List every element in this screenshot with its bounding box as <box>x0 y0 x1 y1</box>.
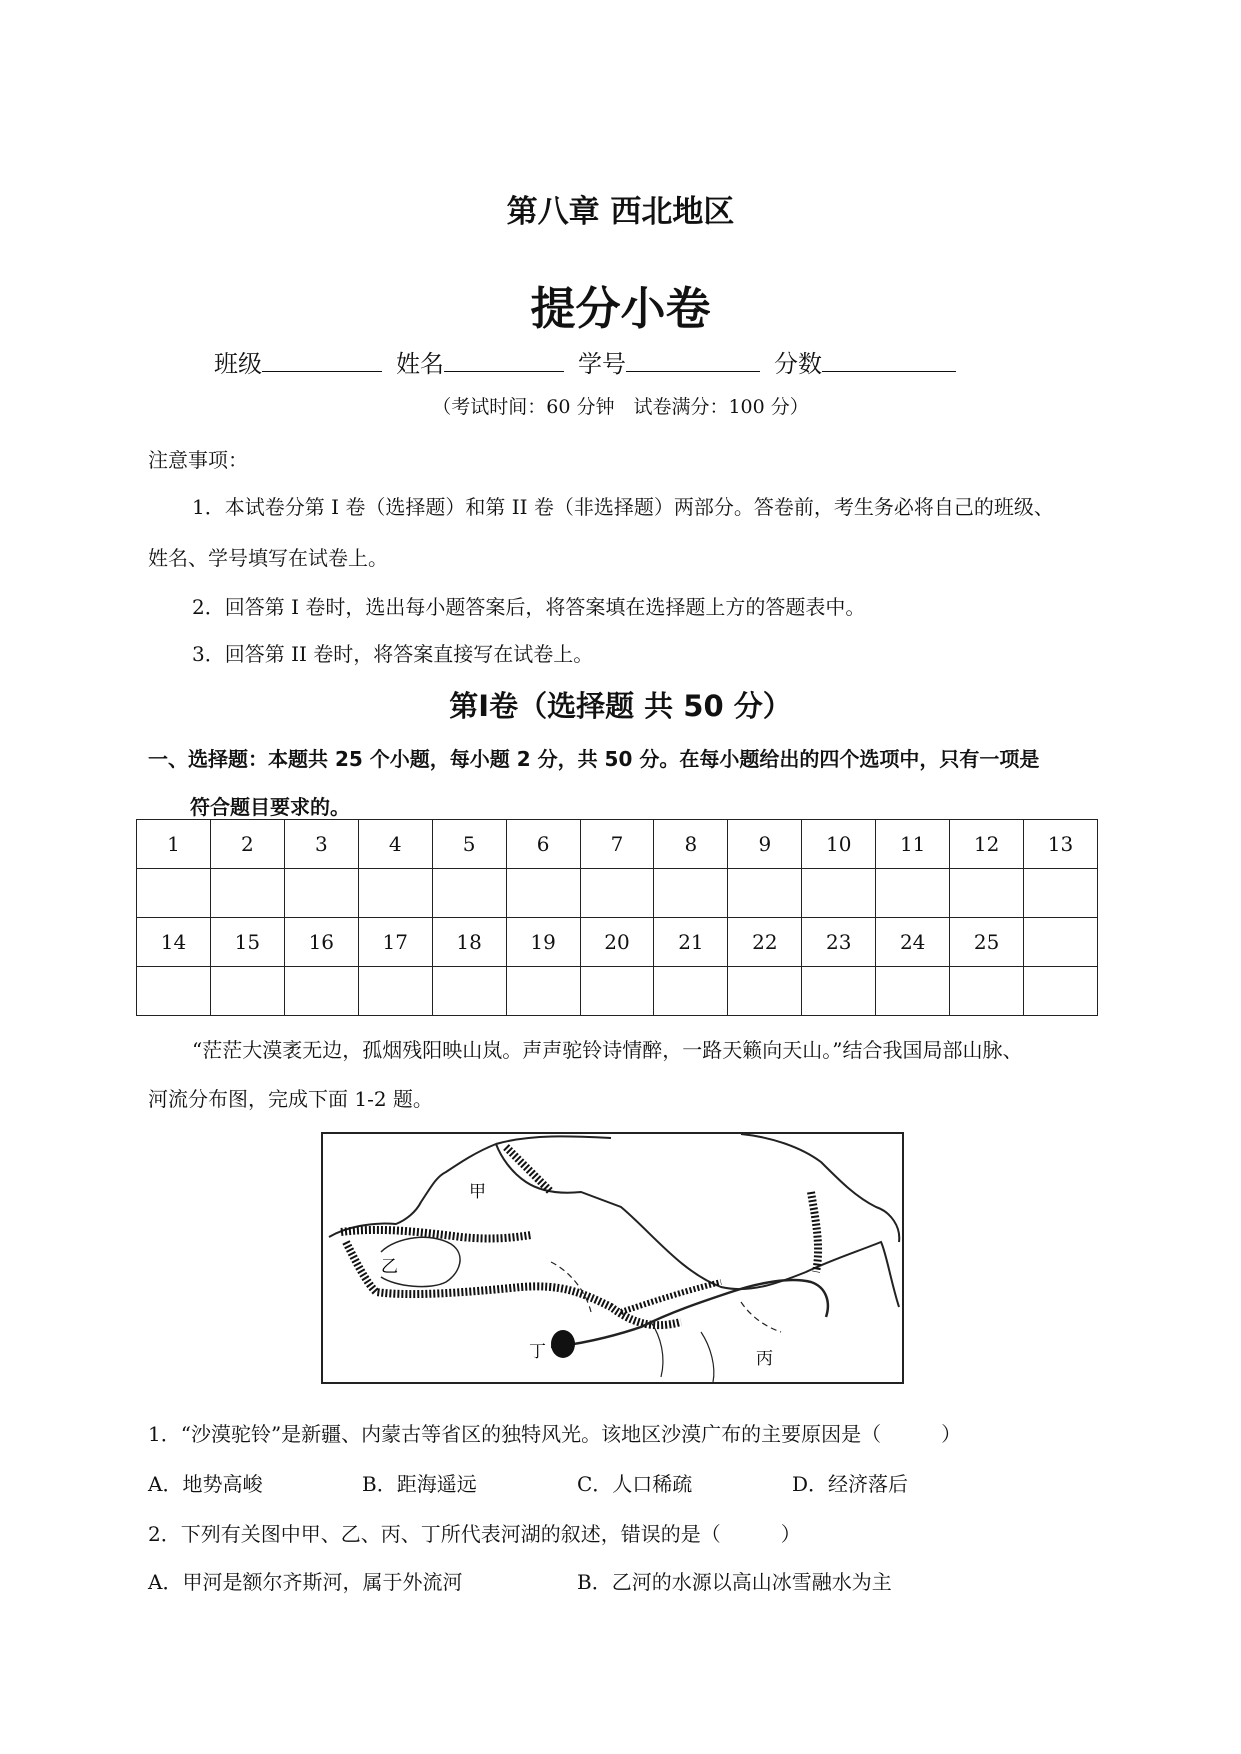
question-2-stem: 2．下列有关图中甲、乙、丙、丁所代表河湖的叙述，错误的是（ ） <box>148 1522 801 1546</box>
note-1-line-1: 1．本试卷分第 I 卷（选择题）和第 II 卷（非选择题）两部分。答卷前，考生务必将自己的班级、 <box>192 495 1054 519</box>
question-number: 15 <box>210 918 284 967</box>
score-label: 分数 <box>774 350 822 378</box>
answer-cell[interactable] <box>654 869 728 918</box>
answer-cell[interactable] <box>802 967 876 1016</box>
answer-cell[interactable] <box>137 967 211 1016</box>
question-number: 11 <box>876 820 950 869</box>
answer-cell[interactable] <box>876 869 950 918</box>
question-number: 10 <box>802 820 876 869</box>
note-3: 3．回答第 II 卷时，将答案直接写在试卷上。 <box>192 642 594 666</box>
answer-cell[interactable] <box>432 967 506 1016</box>
exam-time: （考试时间：60 分钟 试卷满分：100 分） <box>432 396 809 418</box>
question-number <box>1024 918 1098 967</box>
question-number: 24 <box>876 918 950 967</box>
lake-ding <box>551 1330 575 1358</box>
section-1-instructions-cont: 符合题目要求的。 <box>190 795 350 819</box>
answer-cell[interactable] <box>506 869 580 918</box>
question-2-options <box>148 1566 1148 1596</box>
question-number: 13 <box>1024 820 1098 869</box>
q1-option-c[interactable]: C．人口稀疏 <box>577 1472 693 1496</box>
answer-cell[interactable] <box>728 967 802 1016</box>
answer-cell[interactable] <box>802 869 876 918</box>
question-number: 1 <box>137 820 211 869</box>
map-frame <box>322 1133 903 1383</box>
answer-blank-row <box>137 967 1098 1016</box>
answer-table <box>136 819 1098 1016</box>
question-number: 12 <box>950 820 1024 869</box>
label-yi: 乙 <box>381 1257 398 1277</box>
note-1-line-2: 姓名、学号填写在试卷上。 <box>148 546 388 570</box>
question-1-stem: 1．“沙漠驼铃”是新疆、内蒙古等省区的独特风光。该地区沙漠广布的主要原因是（ ） <box>148 1422 962 1446</box>
answer-number-row <box>137 820 1098 869</box>
q1-option-d[interactable]: D．经济落后 <box>792 1472 909 1496</box>
answer-cell[interactable] <box>1024 967 1098 1016</box>
name-blank[interactable] <box>444 349 564 372</box>
class-label: 班级 <box>214 350 262 378</box>
question-number: 9 <box>728 820 802 869</box>
answer-cell[interactable] <box>358 967 432 1016</box>
answer-cell[interactable] <box>728 869 802 918</box>
question-number: 21 <box>654 918 728 967</box>
answer-cell[interactable] <box>580 967 654 1016</box>
label-ding: 丁 <box>529 1342 546 1362</box>
answer-blank-row <box>137 869 1098 918</box>
question-number: 14 <box>137 918 211 967</box>
answer-cell[interactable] <box>876 967 950 1016</box>
q2-option-a[interactable]: A．甲河是额尔齐斯河，属于外流河 <box>148 1570 463 1594</box>
answer-cell[interactable] <box>210 869 284 918</box>
question-number: 17 <box>358 918 432 967</box>
question-number: 16 <box>284 918 358 967</box>
paper-title: 提分小卷 <box>530 282 711 335</box>
question-1-options <box>148 1468 1148 1498</box>
question-number: 6 <box>506 820 580 869</box>
question-number: 25 <box>950 918 1024 967</box>
answer-cell[interactable] <box>284 869 358 918</box>
question-number: 19 <box>506 918 580 967</box>
part-1-title: 第I卷（选择题 共 50 分） <box>449 689 792 723</box>
student-id-blank[interactable] <box>626 349 760 372</box>
question-number: 20 <box>580 918 654 967</box>
poem-intro-line-2: 河流分布图，完成下面 1-2 题。 <box>148 1087 433 1111</box>
score-blank[interactable] <box>822 349 956 372</box>
question-number: 22 <box>728 918 802 967</box>
answer-cell[interactable] <box>137 869 211 918</box>
answer-cell[interactable] <box>1024 869 1098 918</box>
name-label: 姓名 <box>396 350 444 378</box>
student-info-line <box>214 344 970 379</box>
class-blank[interactable] <box>262 349 382 372</box>
question-number: 18 <box>432 918 506 967</box>
question-number: 8 <box>654 820 728 869</box>
q1-option-b[interactable]: B．距海遥远 <box>362 1472 477 1496</box>
answer-cell[interactable] <box>580 869 654 918</box>
student-id-label: 学号 <box>578 350 626 378</box>
northwest-china-map <box>321 1132 904 1384</box>
poem-intro-line-1: “茫茫大漠袤无边，孤烟残阳映山岚。声声驼铃诗情醉，一路天籁向天山。”结合我国局部山脉、 <box>192 1038 1023 1062</box>
label-bing: 丙 <box>756 1349 773 1369</box>
question-number: 5 <box>432 820 506 869</box>
question-number: 2 <box>210 820 284 869</box>
answer-cell[interactable] <box>358 869 432 918</box>
answer-cell[interactable] <box>506 967 580 1016</box>
answer-cell[interactable] <box>284 967 358 1016</box>
answer-cell[interactable] <box>432 869 506 918</box>
answer-cell[interactable] <box>950 967 1024 1016</box>
q2-option-b[interactable]: B．乙河的水源以高山冰雪融水为主 <box>577 1570 892 1594</box>
chapter-title: 第八章 西北地区 <box>506 194 735 230</box>
note-2: 2．回答第 I 卷时，选出每小题答案后，将答案填在选择题上方的答题表中。 <box>192 595 866 619</box>
notes-heading: 注意事项： <box>148 448 248 472</box>
question-number: 3 <box>284 820 358 869</box>
label-jia: 甲 <box>469 1182 486 1202</box>
question-number: 4 <box>358 820 432 869</box>
section-1-instructions: 一、选择题：本题共 25 个小题，每小题 2 分，共 50 分。在每小题给出的四个选项中，只有一项是 <box>148 747 1040 771</box>
answer-number-row <box>137 918 1098 967</box>
answer-cell[interactable] <box>210 967 284 1016</box>
answer-cell[interactable] <box>950 869 1024 918</box>
q1-option-a[interactable]: A．地势高峻 <box>148 1472 263 1496</box>
question-number: 23 <box>802 918 876 967</box>
answer-cell[interactable] <box>654 967 728 1016</box>
question-number: 7 <box>580 820 654 869</box>
